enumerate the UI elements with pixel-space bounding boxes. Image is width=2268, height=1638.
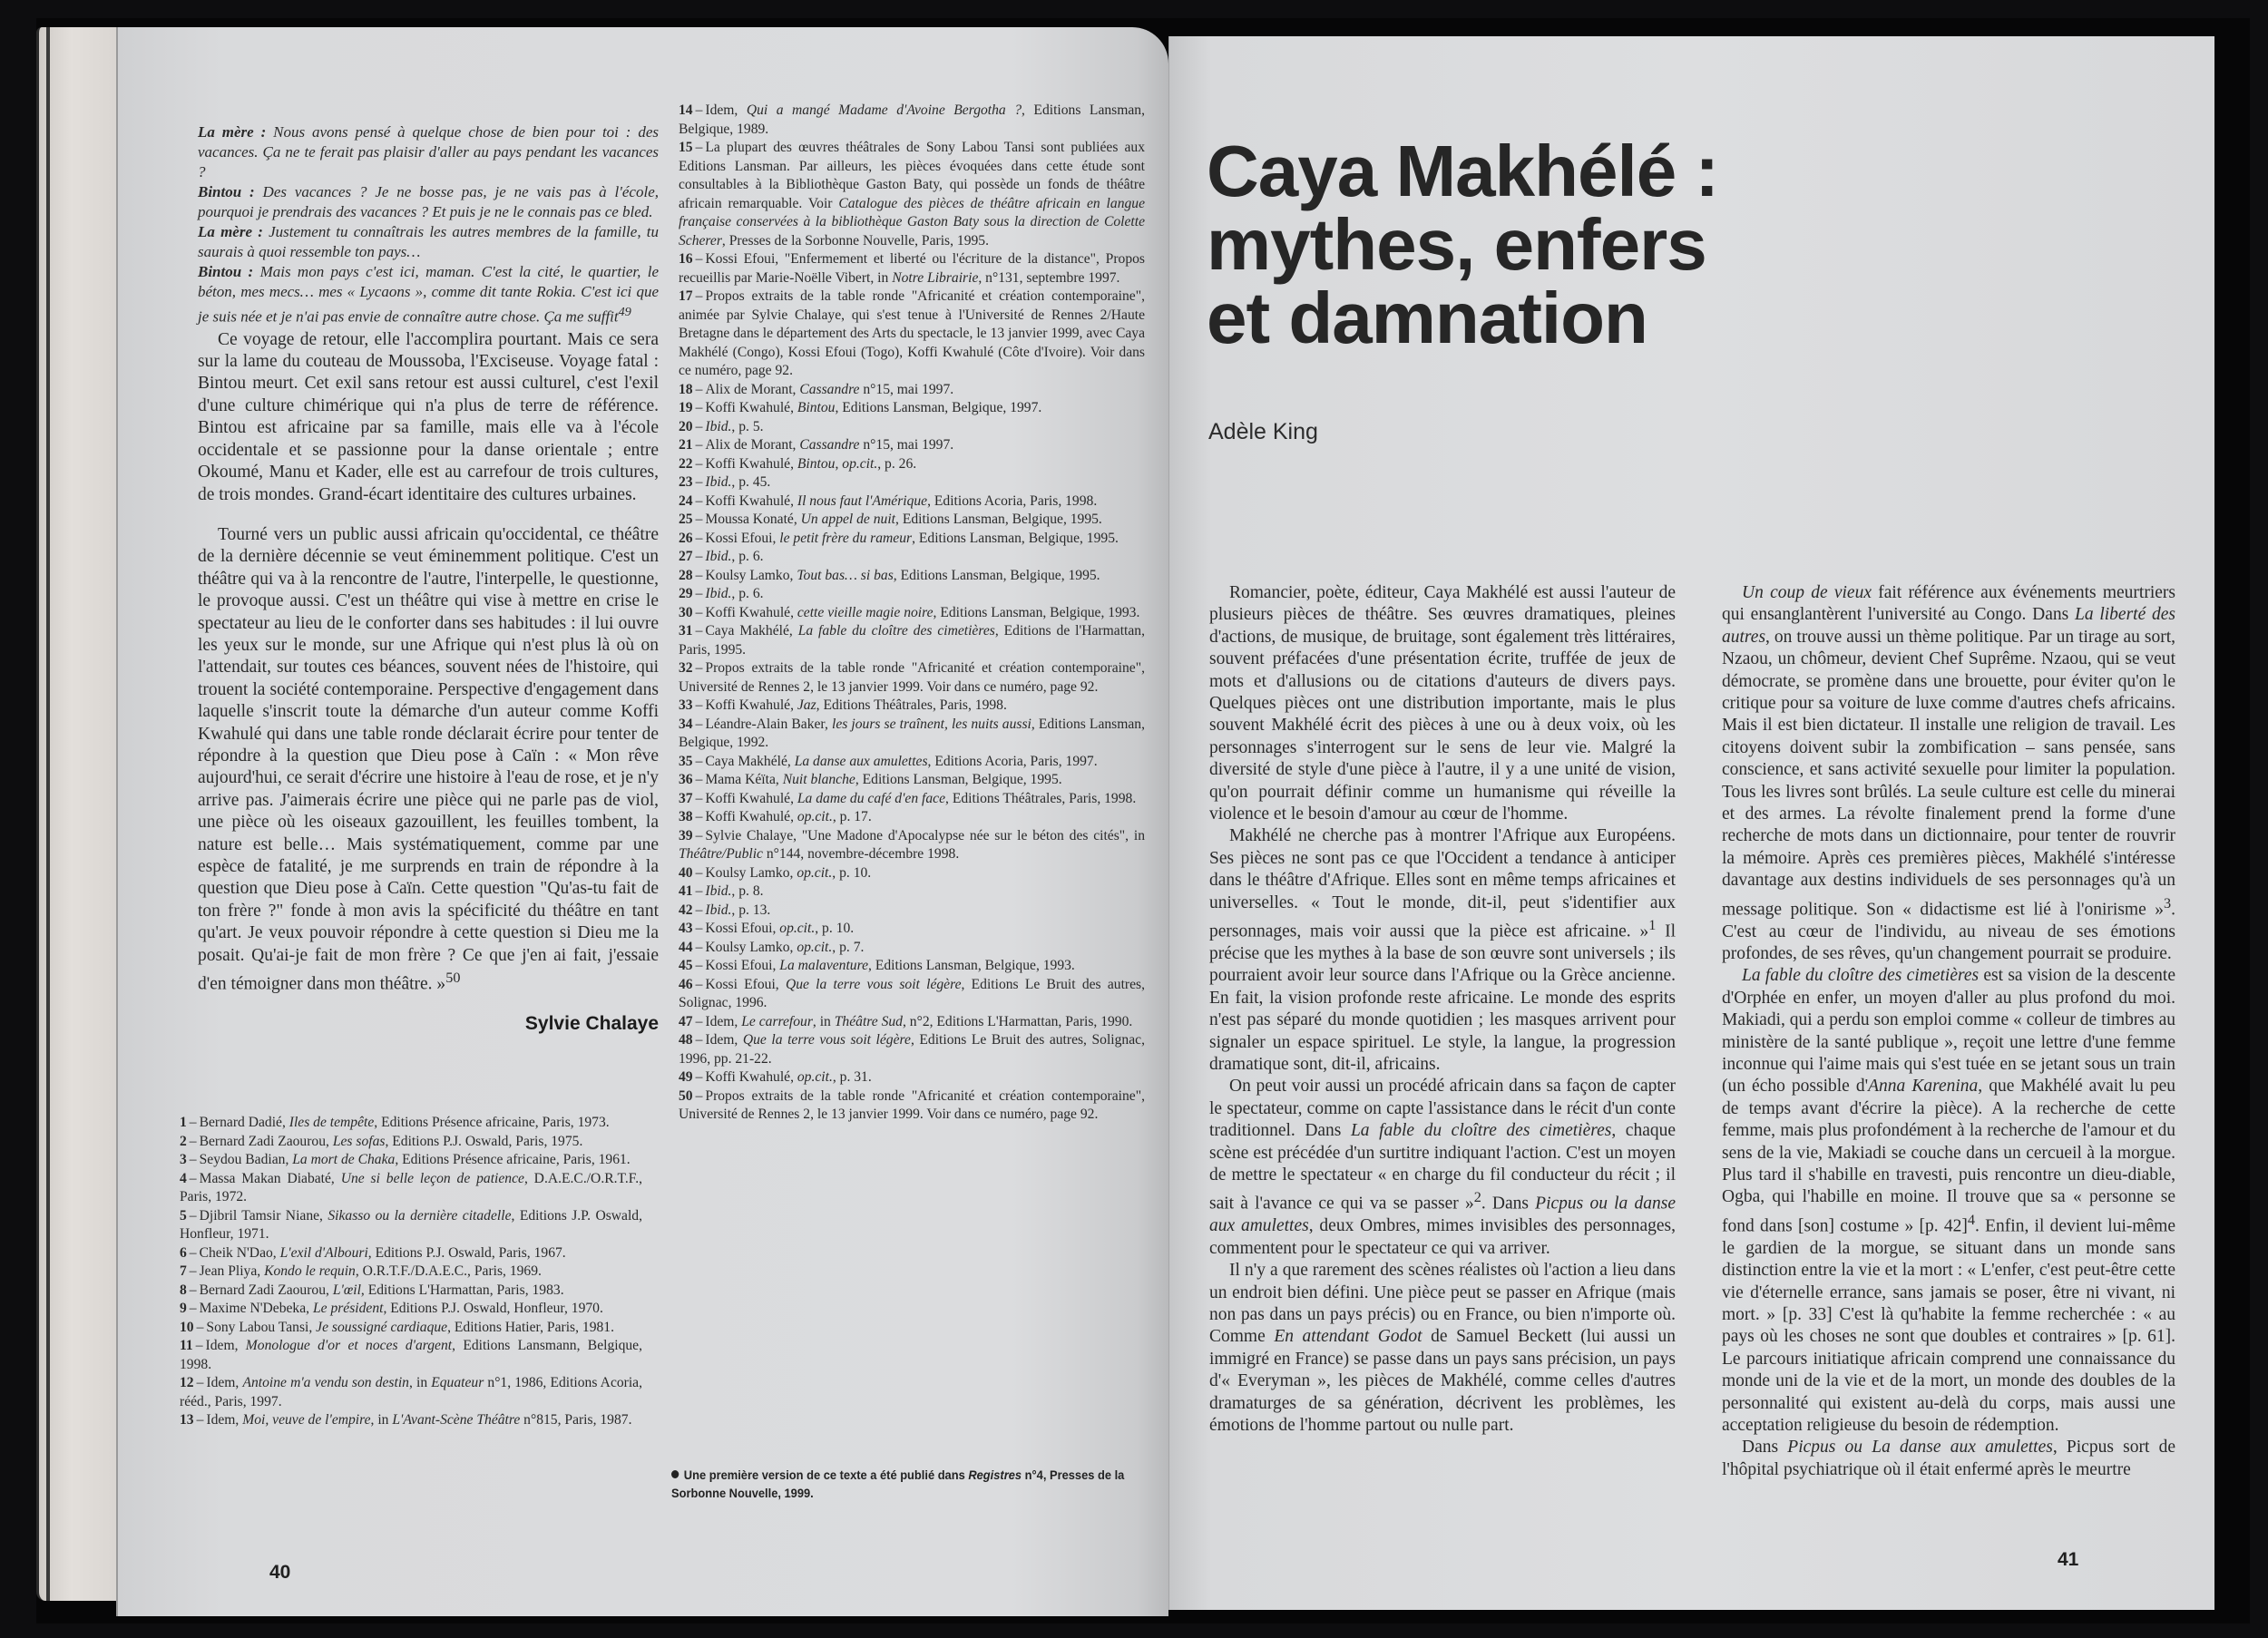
endnote: 38 – Koffi Kwahulé, op.cit., p. 17. — [679, 809, 872, 824]
endnote: 5 – Djibril Tamsir Niane, Sikasso ou la dernière citadelle, Editions J.P. Oswald, Honfleur, 1971. — [180, 1207, 642, 1242]
endnote: 48 – Idem, Que la terre vous soit légère, Editions Le Bruit des autres, Solignac, 1996, pp. 21-22. — [679, 1032, 1145, 1067]
endnote: 37 – Koffi Kwahulé, La dame du café d'en face, Editions Théâtrales, Paris, 1998. — [679, 790, 1137, 806]
endnote: 46 – Kossi Efoui, Que la terre vous soit légère, Editions Le Bruit des autres, Solignac, 1996. — [679, 976, 1145, 1010]
paragraph: Makhélé ne cherche pas à montrer l'Afrique aux Européens. Ses pièces ne sont pas ce que l'Occident a tendance à anticiper dans le théâtre d'Afrique. Elles sont en même temps africaines et universelles. « Tout le monde, dit-il, peut s'identifier aux personnages, mais voir aussi que la pièce est africaine. »$^1$ Il précise que les mythes à la base de son œuvre sont universels ; ils pourraient avoir leur source dans l'Afrique ou la Grèce ancienne. En fait, la vision profonde reste africaine. Le monde des esprits n'est pas séparé du monde quotidien ; les masques arrivent pour signaler un espace spirituel. Le style, la langue, la progression dramatique sont, dit-il, africains. — [1209, 826, 1677, 1075]
endnote: 12 – Idem, Antoine m'a vendu son destin, in Equateur n°1, 1986, Editions Acoria, rééd., Paris, 1997. — [180, 1375, 643, 1409]
endnote: 27 – Ibid., p. 6. — [679, 549, 764, 564]
article-signature: Sylvie Chalaye — [524, 1012, 659, 1034]
endnote: 8 – Bernard Zadi Zaourou, L'œil, Editions L'Harmattan, Paris, 1983. — [180, 1282, 564, 1298]
endnotes-column-2 — [679, 102, 1145, 1125]
endnote: 20 – Ibid., p. 5. — [679, 418, 764, 434]
paragraph: Dans Picpus ou La danse aux amulettes, Picpus sort de l'hôpital psychiatrique où il était enfermé après le meurtre — [1722, 1438, 2175, 1479]
page-edges — [36, 27, 121, 1601]
dialogue-line: La mère : Nous avons pensé à quelque chose de bien pour toi : des vacances. Ça ne te ferait pas plaisir d'aller au pays pendant les vacances ? — [198, 123, 659, 180]
endnote: 47 – Idem, Le carrefour, in Théâtre Sud, n°2, Editions L'Harmattan, Paris, 1990. — [679, 1013, 1133, 1029]
endnote: 16 – Kossi Efoui, "Enfermement et liberté ou l'écriture de la distance", Propos recueillis par Marie-Noëlle Vibert, in Notre Librairie, n°131, septembre 1997. — [679, 251, 1145, 286]
endnote: 18 – Alix de Morant, Cassandre n°15, mai 1997. — [679, 381, 954, 397]
play-excerpt — [198, 122, 659, 327]
endnote: 19 – Koffi Kwahulé, Bintou, Editions Lansman, Belgique, 1997. — [679, 400, 1042, 415]
endnote: 21 – Alix de Morant, Cassandre n°15, mai 1997. — [679, 437, 954, 453]
endnote: 28 – Koulsy Lamko, Tout bas… si bas, Editions Lansman, Belgique, 1995. — [679, 567, 1100, 583]
endnote: 10 – Sony Labou Tansi, Je soussigné cardiaque, Editions Hatier, Paris, 1981. — [180, 1319, 614, 1335]
dialogue-line: La mère : Justement tu connaîtrais les autres membres de la famille, tu saurais à quoi ressemble ton pays… — [198, 223, 659, 260]
endnote: 26 – Kossi Efoui, le petit frère du rameur, Editions Lansman, Belgique, 1995. — [679, 530, 1119, 546]
endnote: 15 – La plupart des œuvres théâtrales de Sony Labou Tansi sont publiées aux Editions Lansman. Par ailleurs, les pièces évoquées dans cette étude sont consultables à la Bibliothèque Gaston Baty, qui possède un fonds de théâtre africain remarquable. Voir Catalogue des pièces de théâtre africain en langue française conservées à la bibliothèque Gaston Baty sous la direction de Colette Scherer, Presses de la Sorbonne Nouvelle, Paris, 1995. — [679, 140, 1146, 249]
endnote: 33 – Koffi Kwahulé, Jaz, Editions Théâtrales, Paris, 1998. — [679, 697, 1007, 713]
endnote: 22 – Koffi Kwahulé, Bintou, op.cit., p. 26. — [679, 455, 917, 472]
endnote: 44 – Koulsy Lamko, op.cit., p. 7. — [679, 939, 865, 955]
endnote: 43 – Kossi Efoui, op.cit., p. 10. — [679, 921, 855, 936]
endnote: 11 – Idem, Monologue d'or et noces d'argent, Editions Lansmann, Belgique, 1998. — [180, 1338, 642, 1372]
endnote: 24 – Koffi Kwahulé, Il nous faut l'Amérique, Editions Acoria, Paris, 1998. — [679, 492, 1098, 509]
endnote: 39 – Sylvie Chalaye, "Une Madone d'Apocalypse née sur le béton des cités", in Théâtre/Public n°144, novembre-décembre 1998. — [679, 827, 1145, 862]
footnote-text: Une première version de ce texte a été publié dans Registres n°4, Presses de la Sorbonne Nouvelle, 1999. — [671, 1467, 1125, 1500]
endnote: 36 – Mama Kéïta, Nuit blanche, Editions Lansman, Belgique, 1995. — [679, 772, 1062, 787]
endnote: 31 – Caya Makhélé, La fable du cloître des cimetières, Editions de l'Harmattan, Paris, 1995. — [679, 623, 1145, 658]
right-column-1 — [1209, 582, 1676, 1437]
title-line: Caya Makhélé : — [1207, 131, 1719, 211]
endnote: 50 – Propos extraits de la table ronde "Africanité et création contemporaine", Université de Rennes 2, le 13 janvier 1999. Voir dans ce numéro, page 92. — [679, 1087, 1145, 1122]
paragraph: Ce voyage de retour, elle l'accomplira pourtant. Mais ce sera sur la lame du couteau de Moussoba, l'Exciseuse. Voyage fatal : Bintou meurt. Cet exil sans retour est aussi culturel, c'est l'exil d'une culture chimérique qui n'a plus de terre de référence. Bintou est africaine par sa famille, mais elle va à l'école occidentale et se passionne pour la danse orientale ; entre Okoumé, Manu et Kader, elle est au carrefour de trois cultures, de trois mondes. Grand-écart identitaire des cultures urbaines. — [198, 329, 659, 504]
title-line: mythes, enfers — [1207, 204, 1706, 285]
endnote: 45 – Kossi Efoui, La malaventure, Editions Lansman, Belgique, 1993. — [679, 958, 1075, 973]
endnote: 40 – Koulsy Lamko, op.cit., p. 10. — [679, 864, 872, 881]
endnote: 9 – Maxime N'Debeka, Le président, Editions P.J. Oswald, Honfleur, 1970. — [180, 1301, 603, 1316]
article-title — [1207, 131, 1769, 358]
paragraph: Un coup de vieux fait référence aux événements meurtriers qui ensanglantèrent l'université au Congo. Dans La liberté des autres, on trouve aussi un thème politique. Par un tirage au sort, Nzaou, un chômeur, devient Chef Suprême. Nzaou, qui se veut démocrate, se promène dans une brouette, pour éviter qu'on le critique pour sa voiture de luxe comme d'autres chefs africains. Mais il est bien dictateur. Il installe une religion de travail. Les citoyens doivent subir la zombification – sans pensée, sans conscience, et sans activité sexuelle pour limiter la population. Tous les livres sont brûlés. La seule culture est celle du minerai et des armes. La révolte finalement prend la forme d'une recherche de mots dans un dictionnaire, pour tenter de rouvrir la mémoire. Après ces premières pièces, Makhélé s'intéresse davantage aux destins individuels de ses personnages qu'à un message politique. Son « didactisme est lié à l'onirisme »$^3$. C'est au cœur de l'individu, au niveau de ses émotions profondes, de ses rêves, qu'un changement pourrait se produire. — [1722, 583, 2175, 963]
endnote: 49 – Koffi Kwahulé, op.cit., p. 31. — [679, 1069, 872, 1085]
paragraph: La fable du cloître des cimetières est sa vision de la descente d'Orphée en enfer, un moyen d'aller au plus profond du moi. Makiadi, qui a perdu son emploi comme « colleur de timbres au ministère de la santé publique », reçoit une lettre d'une femme inconnue qui l'aime mais qui s'est tuée en se jetant sous un train (un écho possible d'Anna Karenina, que Makhélé avait lu peu de temps avant d'écrire la pièce). A la recherche de cette femme, mais plus profondément à la recherche de l'amour et du sens de la vie, Makiadi se couche dans un cercueil à la morgue. Plus tard il s'habille en travesti, puis rencontre un dieu-diable, Ogba, qui l'habille en moine. Il trouve que sa « personne se fond dans [son] costume » [p. 42]$^4$. Enfin, il devient lui-même le gardien de la morgue, se situant dans un monde sans distinction entre la vie et la mort : « L'enfer, c'est peut-être cette vie d'éternelle errance, sans jamais se poser, être ni vivant, ni mort. » [p. 33] C'est là qu'habite la femme recherchée : « au pays où les choses ne sont que doubles et contraires » [p. 61]. Le parcours initiatique africain comprend une connaissance du monde uni de la vie et de la mort, un monde des doubles de la personnalité qui existent au-delà du corps, mais aussi une acceptation religieuse du besoin de rédemption. — [1722, 966, 2176, 1436]
endnote: 41 – Ibid., p. 8. — [679, 883, 764, 899]
title-line: et damnation — [1207, 278, 1647, 358]
bullet-icon — [671, 1470, 679, 1478]
paragraph: Il n'y a que rarement des scènes réalistes où l'action a lieu dans un endroit bien défini. Une pièce peut se passer en Afrique (mais non pas dans un pays précis) ou en France, ou bien n'importe où. Comme En attendant Godot de Samuel Beckett (lui aussi un immigré en France) se passe dans un pays sans précision, un pays d'« Everyman », les pièces de Makhélé, comme celles d'autres dramaturges de sa génération, décrivent les problèmes, les émotions de l'homme partout ou nulle part. — [1209, 1261, 1676, 1436]
endnotes-column-1 — [180, 1114, 642, 1430]
paragraph: Romancier, poète, éditeur, Caya Makhélé est aussi l'auteur de plusieurs pièces de théâtre. Ses œuvres dramatiques, pleines d'actions, de musique, de bruitage, sont également très littéraires, souvent préfacées d'une présentation écrite, truffée de jeux de mots et d'allusions ou de citations d'auteurs de divers pays. Quelques pièces ont une distribution importante, mais le plus souvent Makhélé écrit des pièces à une ou à deux voix, où les personnages s'interrogent sur le sens de leur vie. Malgré la diversité de style d'une pièce à l'autre, il y a une unité de vision, qu'on pourrait définir comme un humanisme qui réveille la violence et le besoin d'amour au cœur de l'homme. — [1209, 583, 1676, 824]
paragraph: Tourné vers un public aussi africain qu'occidental, ce théâtre de la dernière décennie se veut éminemment politique. C'est un théâtre qui va à la rencontre de l'autre, l'interpelle, le questionne, le provoque aussi. C'est un théâtre qui vise à mettre en crise le spectateur au lieu de le conforter dans ses habitudes : il lui ouvre les yeux sur le monde, sur une Afrique qui n'est plus là où on l'attendait, sur toutes ces béances, souvent nées de l'histoire, qui trouent la société contemporaine. Perspective d'engagement dans laquelle s'inscrit toute la démarche d'un auteur comme Koffi Kwahulé qui dans une table ronde déclarait écrire pour tenter de répondre à la question que Dieu pose à Caïn : « Mon rêve aujourd'hui, ce serait d'écrire une histoire à l'eau de rose, et je n'y arrive pas. J'aimerais écrire une pièce qui ne parle pas de viol, une pièce où les oiseaux gazouillent, les feuilles tombent, la nature est belle… Mais systématiquement, comme par une espèce de fatalité, je me surprends en train de répondre à la question que Dieu pose à Caïn. Cette question "Qu'as-tu fait de ton frère ?" fonde à mon avis la spécificité du théâtre en tant qu'art. Je veux pouvoir répondre à cette question si Dieu me la posait. Qu'ai-je fait de mon frère ? Ce que j'en ai fait, j'essaie d'en témoigner dans mon théâtre. »$^{50}$ — [198, 524, 659, 994]
endnote: 17 – Propos extraits de la table ronde "Africanité et création contemporaine", animée par Sylvie Chalaye, qui s'est tenue à l'Université de Rennes 2/Haute Bretagne dans le département des Arts du spectacle, le 13 janvier 1999, avec Caya Makhélé (Congo), Kossi Efoui (Togo), Koffi Kwahulé (Côte d'Ivoire). Voir dans ce numéro, page 92. — [679, 288, 1145, 378]
endnote: 1 – Bernard Dadié, Iles de tempête, Editions Présence africaine, Paris, 1973. — [180, 1115, 610, 1130]
endnote: 34 – Léandre-Alain Baker, les jours se traînent, les nuits aussi, Editions Lansman, Belgique, 1992. — [679, 716, 1145, 750]
endnote: 32 – Propos extraits de la table ronde "Africanité et création contemporaine", Université de Rennes 2, le 13 janvier 1999. Voir dans ce numéro, page 92. — [679, 660, 1145, 695]
article-author: Adèle King — [1208, 419, 1318, 444]
endnote: 25 – Moussa Konaté, Un appel de nuit, Editions Lansman, Belgique, 1995. — [679, 512, 1102, 527]
endnote: 29 – Ibid., p. 6. — [679, 586, 764, 601]
paragraph: On peut voir aussi un procédé africain dans sa façon de capter le spectateur, comme on capte l'assistance dans le récit d'un conte traditionnel. Dans La fable du cloître des cimetières, chaque scène est précédée d'un surtitre indiquant l'action. C'est un moyen de mettre le spectateur « en charge du fil conducteur du récit ; il sait à l'avance ce qui va se passer »$^2$. Dans Picpus ou la danse aux amulettes, deux Ombres, mimes invisibles des personnages, commentent pour le spectateur ce qui va arriver. — [1209, 1077, 1677, 1258]
left-column-1 — [198, 122, 659, 1033]
endnote: 35 – Caya Makhélé, La danse aux amulettes, Editions Acoria, Paris, 1997. — [679, 753, 1098, 769]
endnote: 7 – Jean Pliya, Kondo le requin, O.R.T.F./D.A.E.C., Paris, 1969. — [180, 1263, 542, 1279]
right-column-2 — [1722, 582, 2175, 1481]
endnote: 6 – Cheik N'Dao, L'exil d'Albouri, Editions P.J. Oswald, Paris, 1967. — [180, 1244, 566, 1261]
endnote: 42 – Ibid., p. 13. — [679, 902, 771, 918]
dialogue-line: Bintou : Mais mon pays c'est ici, maman. C'est la cité, le quartier, le béton, mes mecs… mes « Lycaons », comme dit tante Rokia. C'est ici que je suis née et je n'ai pas envie de connaître autre chose. Ça me suffit$^{49}$ — [198, 263, 660, 326]
publication-footnote — [671, 1466, 1139, 1502]
endnote: 2 – Bernard Zadi Zaourou, Les sofas, Editions P.J. Oswald, Paris, 1975. — [180, 1133, 583, 1149]
page-number-right: 41 — [2058, 1549, 2079, 1570]
endnote: 14 – Idem, Qui a mangé Madame d'Avoine Bergotha ?, Editions Lansman, Belgique, 1989. — [679, 102, 1145, 137]
endnote: 13 – Idem, Moi, veuve de l'empire, in L'Avant-Scène Théâtre n°815, Paris, 1987. — [180, 1412, 632, 1428]
dialogue-line: Bintou : Des vacances ? Je ne bosse pas, je ne vais pas à l'école, pourquoi je prendrais des vacances ? Et puis je ne le connais pas ce bled. — [198, 183, 659, 220]
endnote: 23 – Ibid., p. 45. — [679, 474, 771, 490]
endnote: 3 – Seydou Badian, La mort de Chaka, Editions Présence africaine, Paris, 1961. — [180, 1152, 631, 1167]
endnote: 4 – Massa Makan Diabaté, Une si belle leçon de patience, D.A.E.C./O.R.T.F., Paris, 1972. — [180, 1170, 643, 1204]
endnote: 30 – Koffi Kwahulé, cette vieille magie noire, Editions Lansman, Belgique, 1993. — [679, 604, 1140, 620]
article-body — [198, 329, 659, 996]
page-number-left: 40 — [269, 1562, 291, 1583]
